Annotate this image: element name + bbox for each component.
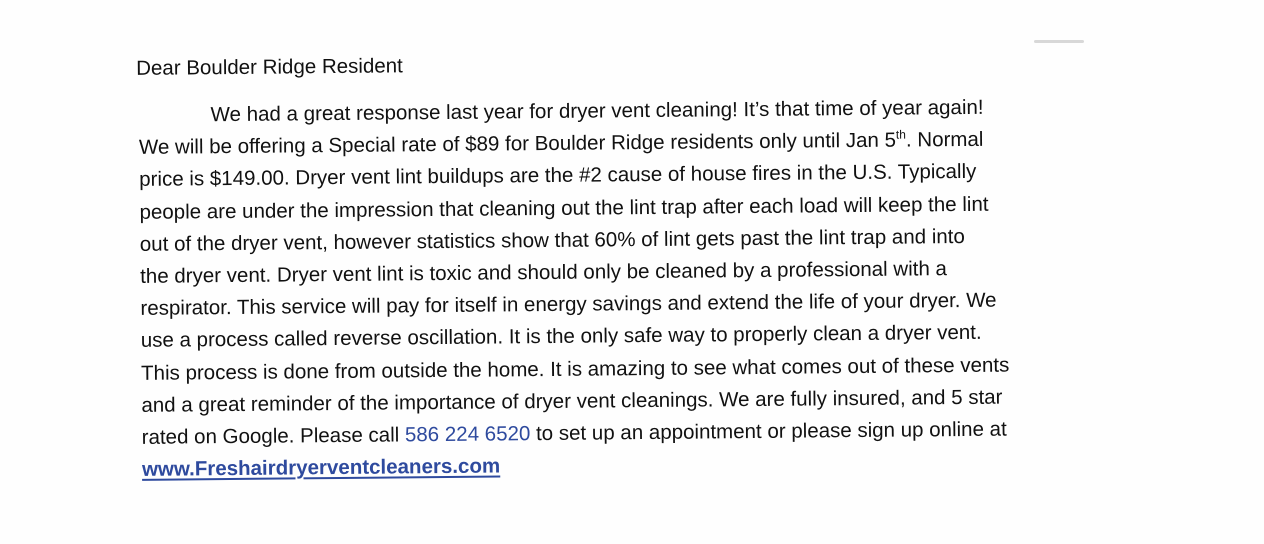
body-line-9: This process is done from outside the home. It is amazing to see what comes out of these vents	[140, 353, 1010, 385]
letter-body	[128, 90, 1142, 486]
call-text: rated on Google. Please call	[141, 423, 406, 449]
website-link[interactable]: www.Freshairdryerventcleaners.com	[141, 454, 501, 481]
ordinal-suffix: th	[895, 127, 906, 142]
body-line-8: use a process called reverse oscillation. It is the only safe way to properly clean a dryer vent.	[140, 321, 982, 353]
special-rate-text-end: . Normal	[905, 127, 984, 152]
call-text-end: to set up an appointment or please sign up online at	[530, 417, 1007, 446]
special-rate-text: We will be offering a Special rate of $89 for Boulder Ridge residents only until Jan 5	[138, 128, 897, 160]
letter	[128, 42, 1142, 486]
body-line-5: out of the dryer vent, however statistics show that 60% of lint gets past the lint trap and into	[139, 224, 965, 256]
body-line-1: We had a great response last year for dryer vent cleaning! It’s that time of year again!	[210, 95, 984, 127]
salutation: Dear Boulder Ridge Resident	[136, 54, 403, 80]
body-line-10: and a great reminder of the importance of dryer vent cleanings. We are fully insured, and 5 star	[141, 385, 1003, 417]
body-line-6: the dryer vent. Dryer vent lint is toxic and should only be cleaned by a professional with a	[140, 257, 948, 288]
body-line-4: people are under the impression that cleaning out the lint trap after each load will keep the lint	[139, 192, 989, 224]
body-line-7: respirator. This service will pay for itself in energy savings and extend the life of your dryer. We	[140, 288, 997, 321]
body-line-3: price is $149.00. Dryer vent lint buildups are the #2 cause of house fires in the U.S. Typically	[139, 160, 977, 192]
phone-number[interactable]: 586 224 6520	[404, 422, 531, 447]
